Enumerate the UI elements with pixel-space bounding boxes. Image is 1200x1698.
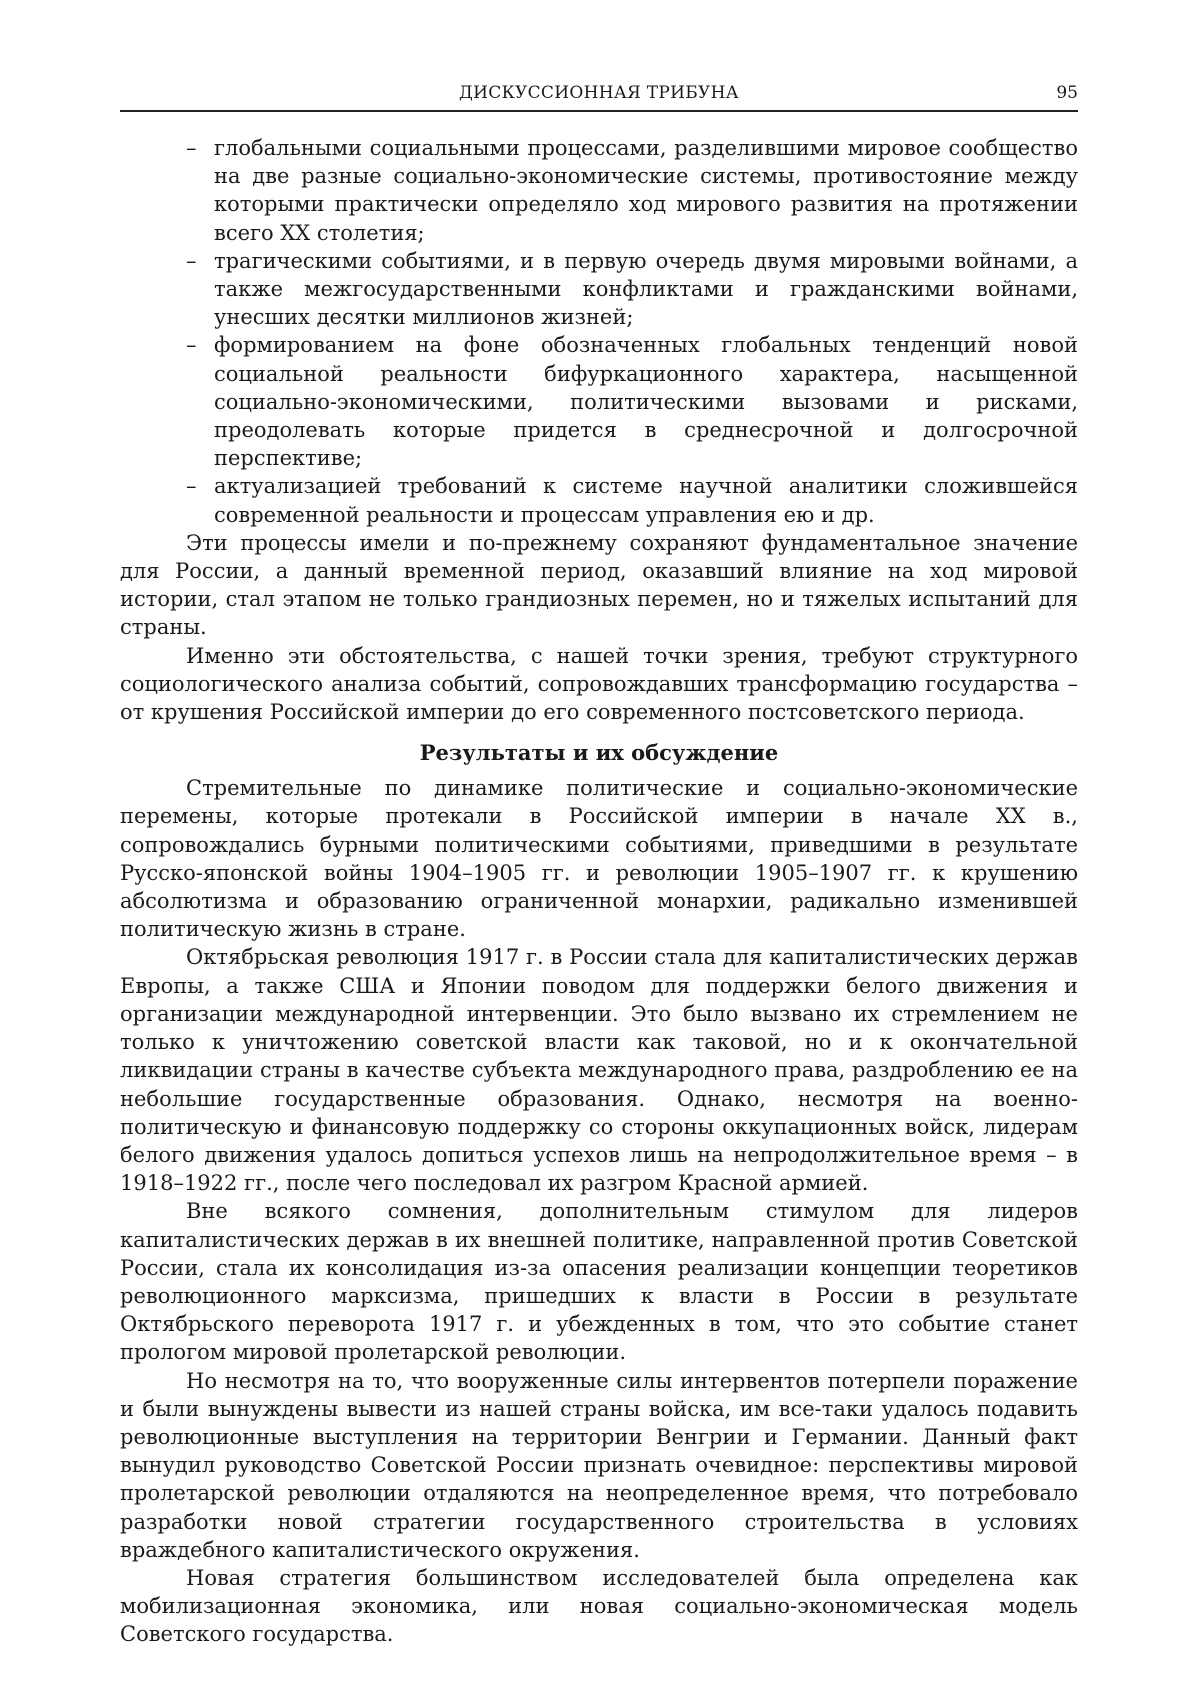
body-text [120, 134, 1078, 1649]
paragraph: Стремительные по динамике политические и социально-экономические перемены, которые протекали в Российской империи в начале XX в., сопровождались бурными политическими событиями, приведшими в результате Русско-японской войны 1904–1905 гг. и революции 1905–1907 гг. к крушению абсолютизма и образованию ограниченной монархии, радикально изменившей политическую жизнь в стране. [120, 776, 1078, 942]
dash-marker: – [186, 333, 197, 358]
paragraph: Октябрьская революция 1917 г. в России стала для капиталистических держав Европы, а также США и Японии поводом для поддержки белого движения и организации международной интервенции. Это было вызвано их стремлением не только к уничтожению советской власти как таковой, но и к окончательной ликвидации страны в качестве субъекта международного права, раздроблению ее на небольшие государственные образования. Однако, несмотря на военно-политическую и финансовую поддержку со стороны оккупационных войск, лидерам белого движения удалось допиться успехов лишь на непродолжительное время – в 1918–1922 гг., после чего последовал их разгром Красной армией. [120, 945, 1078, 1196]
paragraph: Эти процессы имели и по-прежнему сохраняют фундаментальное значение для России, а данный временной период, оказавший влияние на ход мировой истории, стал этапом не только грандиозных перемен, но и тяжелых испытаний для страны. [120, 530, 1078, 640]
bullet-list [120, 134, 1078, 529]
paragraph: Именно эти обстоятельства, с нашей точки зрения, требуют структурного социологического анализа событий, сопровождавших трансформацию государства – от крушения Российской империи до его современного постсоветского периода. [120, 643, 1078, 725]
list-item-text: глобальными социальными процессами, разделившими мировое сообщество на две разные социально-экономические системы, противостояние между которыми практически определяло ход мирового развития на протяжении всего XX столетия; [214, 136, 1078, 245]
section-heading: Результаты и их обсуждение [419, 740, 779, 766]
paragraph: Вне всякого сомнения, дополнительным стимулом для лидеров капиталистических держав в их внешней политике, направленной против Советской России, стала их консолидация из-за опасения реализации концепции теоретиков революционного марксизма, пришедших к власти в России в результате Октябрьского переворота 1917 г. и убежденных в том, что это событие станет прологом мировой пролетарской революции. [120, 1199, 1078, 1365]
list-item-text: актуализацией требований к системе научной аналитики сложившейся современной реальности и процессам управления ею и др. [214, 474, 1078, 527]
paragraph: Новая стратегия большинством исследователей была определена как мобилизационная экономика, или новая социально-экономическая модель Советского государства. [120, 1565, 1078, 1647]
paragraph: Но несмотря на то, что вооруженные силы интервентов потерпели поражение и были вынуждены вывести из нашей страны войска, им все-таки удалось подавить революционные выступления на территории Венгрии и Германии. Данный факт вынудил руководство Советской России признать очевидное: перспективы мировой пролетарской революции отдаляются на неопределенное время, что потребовало разработки новой стратегии государственного строительства в условиях враждебного капиталистического окружения. [120, 1368, 1078, 1562]
dash-marker: – [186, 474, 197, 499]
list-item-text: формированием на фоне обозначенных глобальных тенденций новой социальной реальности бифуркационного характера, насыщенной социально-экономическими, политическими вызовами и рисками, преодолевать которые придется в среднесрочной и долгосрочной перспективе; [214, 333, 1078, 471]
dash-marker: – [186, 248, 197, 273]
list-item [120, 472, 1078, 528]
dash-marker: – [186, 136, 197, 160]
running-header [120, 80, 1078, 112]
list-item-text: трагическими событиями, и в первую очередь двумя мировыми войнами, а также межгосударственными конфликтами и гражданскими войнами, унесших десятки миллионов жизней; [214, 248, 1078, 330]
list-item [120, 331, 1078, 472]
journal-section-title: ДИСКУССИОННАЯ ТРИБУНА [459, 83, 739, 103]
document-page [120, 0, 1078, 1698]
list-item [120, 134, 1078, 247]
page-number: 95 [1056, 83, 1078, 103]
list-item [120, 247, 1078, 332]
